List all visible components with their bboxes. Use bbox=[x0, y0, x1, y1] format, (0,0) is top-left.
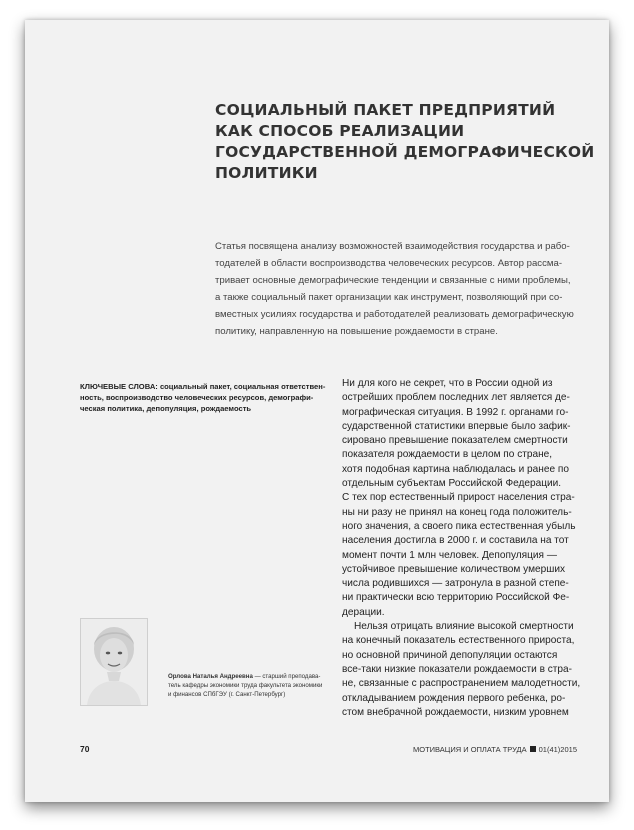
abstract-line: тодателей в области воспроизводства человеческих ресурсов. Автор рассма- bbox=[215, 258, 563, 269]
body-line: сировано превышение показателем смертности bbox=[342, 435, 568, 447]
body-line: Ни для кого не секрет, что в России одной из bbox=[342, 378, 553, 389]
article-title bbox=[215, 100, 595, 184]
body-line: сударственной статистики впервые было зафик- bbox=[342, 420, 571, 432]
author-desc: и финансов СПбГЭУ (г. Санкт-Петербург) bbox=[168, 691, 286, 698]
keywords-line: ность, воспроизводство человеческих ресурсов, демографи- bbox=[80, 393, 314, 402]
body-line: С тех пор естественный прирост населения стра- bbox=[342, 492, 575, 504]
body-line: откладыванием рождения первого ребенка, ро- bbox=[342, 692, 566, 704]
article-abstract bbox=[215, 238, 589, 340]
author-desc: — старший преподава- bbox=[252, 673, 321, 680]
journal-name: МОТИВАЦИЯ И ОПЛАТА ТРУДА bbox=[412, 745, 527, 754]
body-line: мографическая ситуация. В 1992 г. органами го- bbox=[342, 406, 569, 418]
abstract-line: тривает основные демографические тенденции и связанные с ними проблемы, bbox=[215, 275, 571, 286]
body-line: стом внебрачной рождаемости, низким уровнем bbox=[342, 706, 569, 718]
body-line: на конечный показатель естественного прироста, bbox=[342, 635, 575, 647]
body-line: ного значения, а своего пика естественная убыль bbox=[342, 520, 576, 532]
body-line: населения достигла в 2000 г. и составила на тот bbox=[342, 535, 569, 547]
body-line: ни практически всю территорию Российской Фе- bbox=[342, 592, 570, 604]
author-portrait-icon bbox=[81, 619, 147, 705]
body-line: момент почти 1 млн человек. Депопуляция — bbox=[342, 549, 557, 561]
document-page bbox=[25, 20, 609, 802]
title-line: КАК СПОСОБ РЕАЛИЗАЦИИ bbox=[215, 122, 465, 140]
author-info bbox=[168, 672, 338, 699]
body-line: Нельзя отрицать влияние высокой смертности bbox=[354, 621, 574, 633]
keywords-block bbox=[80, 381, 330, 414]
abstract-line: политику, направленную на повышение рождаемости в стране. bbox=[215, 326, 498, 337]
body-line: острейших проблем последних лет является де- bbox=[342, 392, 570, 404]
article-body bbox=[342, 377, 598, 720]
title-line: ПОЛИТИКИ bbox=[215, 164, 318, 182]
page-number: 70 bbox=[80, 744, 90, 754]
title-line: ГОСУДАРСТВЕННОЙ ДЕМОГРАФИЧЕСКОЙ bbox=[215, 143, 595, 161]
body-line: не, связанные с распространением малодетности, bbox=[342, 678, 581, 690]
abstract-line: вместных усилиях государства и работодателей реализовать демографическую bbox=[215, 309, 574, 320]
body-line: хотя подобная картина наблюдалась и ранее по bbox=[342, 463, 569, 475]
journal-issue: 01(41)2015 bbox=[538, 745, 577, 754]
body-line: отдельным субъектам Российской Федерации. bbox=[342, 478, 562, 490]
author-photo bbox=[80, 618, 148, 706]
square-icon bbox=[530, 746, 536, 752]
body-line: все-таки низкие показатели рождаемости в стра- bbox=[342, 663, 572, 675]
title-line: СОЦИАЛЬНЫЙ ПАКЕТ ПРЕДПРИЯТИЙ bbox=[215, 101, 556, 119]
journal-footer bbox=[413, 745, 577, 754]
body-line: дерации. bbox=[342, 606, 385, 618]
body-line: но основной причиной депопуляции остаются bbox=[342, 649, 558, 661]
body-line: ны ни разу не принял на конец года положитель- bbox=[342, 506, 572, 518]
author-desc: тель кафедры экономики труда факультета экономики bbox=[168, 682, 323, 689]
keywords-line: КЛЮЧЕВЫЕ СЛОВА: социальный пакет, социальная ответствен- bbox=[80, 382, 326, 391]
body-line: показателя рождаемости в целом по стране, bbox=[342, 449, 553, 461]
body-line: числа родившихся — затронула в разной степе- bbox=[342, 578, 569, 590]
author-name: Орлова Наталья Андреевна bbox=[168, 673, 253, 680]
abstract-line: Статья посвящена анализу возможностей взаимодействия государства и рабо- bbox=[215, 241, 570, 252]
abstract-line: а также социальный пакет организации как инструмент, позволяющий при со- bbox=[215, 292, 563, 303]
keywords-line: ческая политика, депопуляция, рождаемость bbox=[80, 404, 252, 413]
body-line: устойчивое превышение количеством умерших bbox=[342, 563, 566, 575]
